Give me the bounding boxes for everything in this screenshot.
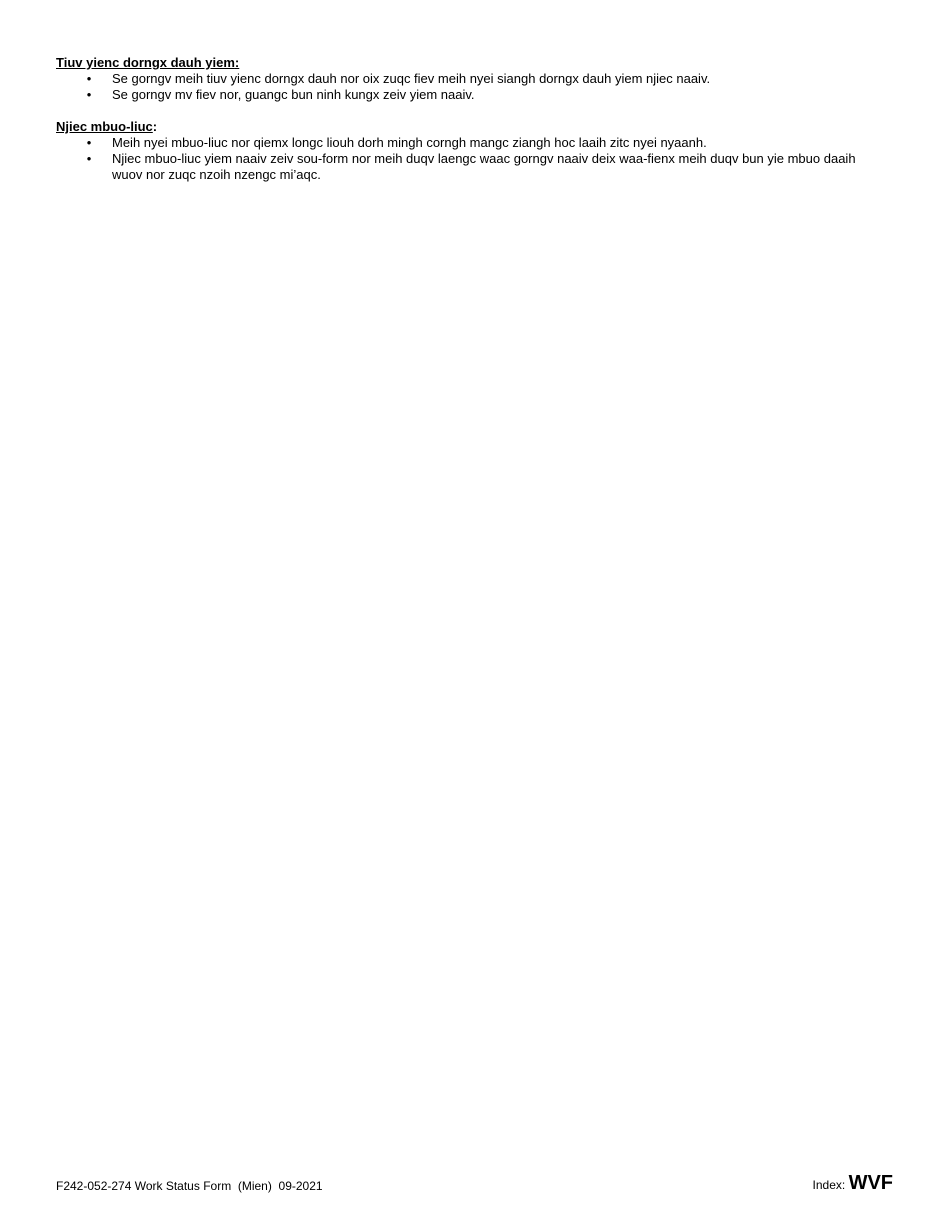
index-label: Index: [812,1178,849,1192]
bullet-icon: • [86,151,92,166]
bullet-icon: • [86,87,92,102]
bullet-list [56,135,886,183]
list-item-text: Meih nyei mbuo-liuc nor qiemx longc liouh dorh mingh corngh mangc ziangh hoc laaih zitc nyei nyaanh. [112,135,707,150]
section-heading [56,55,886,71]
list-item [56,71,886,87]
index-value: WVF [848,1172,893,1194]
bullet-icon: • [86,135,92,150]
section-heading-text: Njiec mbuo-liuc [56,119,153,134]
section-heading-text: Tiuv yienc dorngx dauh yiem [56,55,235,70]
footer-index [813,1172,893,1195]
section-heading-colon: : [234,55,240,70]
bullet-list [56,71,886,103]
bullet-icon: • [86,71,92,86]
section-heading [56,119,886,135]
list-item-text: Se gorngv meih tiuv yienc dorngx dauh nor oix zuqc fiev meih nyei siangh dorngx dauh yiem njiec naaiv. [112,71,711,86]
list-item-text: Se gorngv mv fiev nor, guangc bun ninh kungx zeiv yiem naaiv. [112,87,475,102]
list-item [56,87,886,103]
section-heading-colon: : [152,119,158,134]
list-item [56,151,886,183]
section-new-address [56,55,886,103]
footer-form-id: F242-052-274 Work Status Form (Mien) 09-2021 [56,1179,323,1193]
list-item-text: Njiec mbuo-liuc yiem naaiv zeiv sou-form nor meih duqv laengc waac gorngv naaiv deix waa-fienx meih duqv bun yie mbuo daaih wuov nor zuqc nzoih nzengc mi’aqc. [112,151,856,182]
list-item [56,135,886,151]
section-signature [56,119,886,183]
